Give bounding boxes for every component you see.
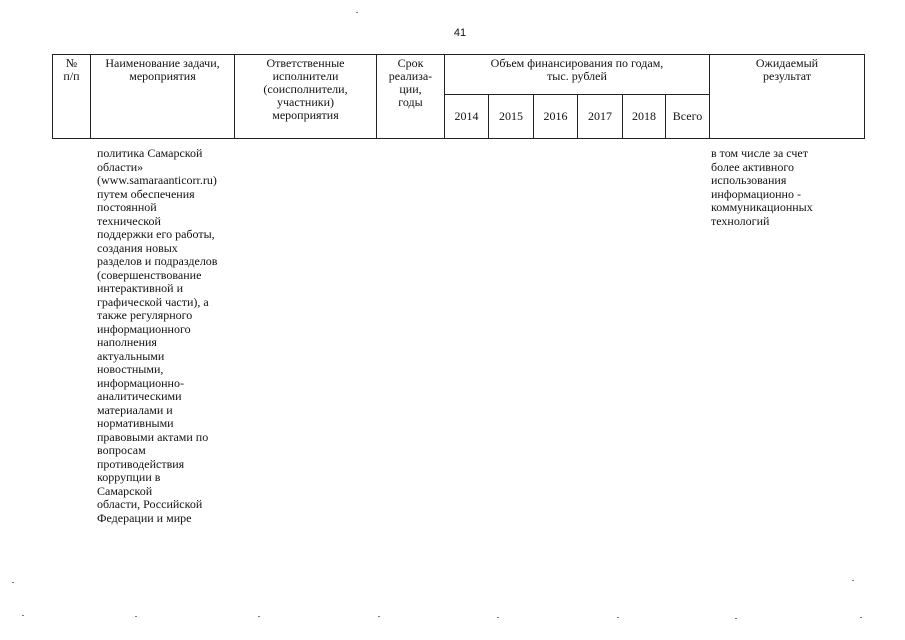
header-year-2015: 2015 bbox=[489, 95, 534, 139]
header-cell-financing: Объем финансирования по годам, тыс. рублей bbox=[445, 55, 710, 95]
header-cell-task: Наименование задачи, мероприятия bbox=[91, 55, 235, 139]
header-cell-result: Ожидаемый результат bbox=[710, 55, 865, 139]
scan-speck bbox=[497, 617, 499, 618]
scan-speck bbox=[860, 617, 862, 618]
page-number: 41 bbox=[453, 27, 467, 39]
header-cell-term: Срок реализа- ции, годы bbox=[377, 55, 445, 139]
expected-result: в том числе за счет более активного использования информационно - коммуникационных технологий bbox=[711, 146, 813, 228]
header-year-2014: 2014 bbox=[445, 95, 489, 139]
header-year-total: Всего bbox=[666, 95, 710, 139]
table-header bbox=[52, 54, 865, 139]
task-description: политика Самарской области» (www.samaraanticorr.ru) путем обеспечения постоянной технической поддержки его работы, создания новых разделов и подразделов (совершенствование интерактивной и графической части), а также регулярного информационного наполнения актуальными новостными, информационно- аналитическими материалами и нормативными правовыми актами по вопросам противодействия коррупции в Самарской области, Российской Федерации и мире bbox=[97, 146, 218, 525]
scan-speck bbox=[735, 618, 737, 619]
header-year-2016: 2016 bbox=[534, 95, 578, 139]
scan-speck bbox=[135, 616, 137, 617]
scan-speck bbox=[22, 615, 24, 616]
header-cell-executors: Ответственные исполнители (соисполнители, участники) мероприятия bbox=[235, 55, 377, 139]
header-cell-num: № п/п bbox=[53, 55, 91, 139]
scan-speck bbox=[258, 616, 260, 617]
header-year-2017: 2017 bbox=[578, 95, 623, 139]
scan-speck bbox=[12, 582, 14, 583]
scan-speck bbox=[617, 617, 619, 618]
header-year-2018: 2018 bbox=[623, 95, 666, 139]
scan-speck bbox=[852, 580, 854, 581]
scan-speck bbox=[378, 616, 380, 617]
scan-speck bbox=[356, 12, 358, 13]
